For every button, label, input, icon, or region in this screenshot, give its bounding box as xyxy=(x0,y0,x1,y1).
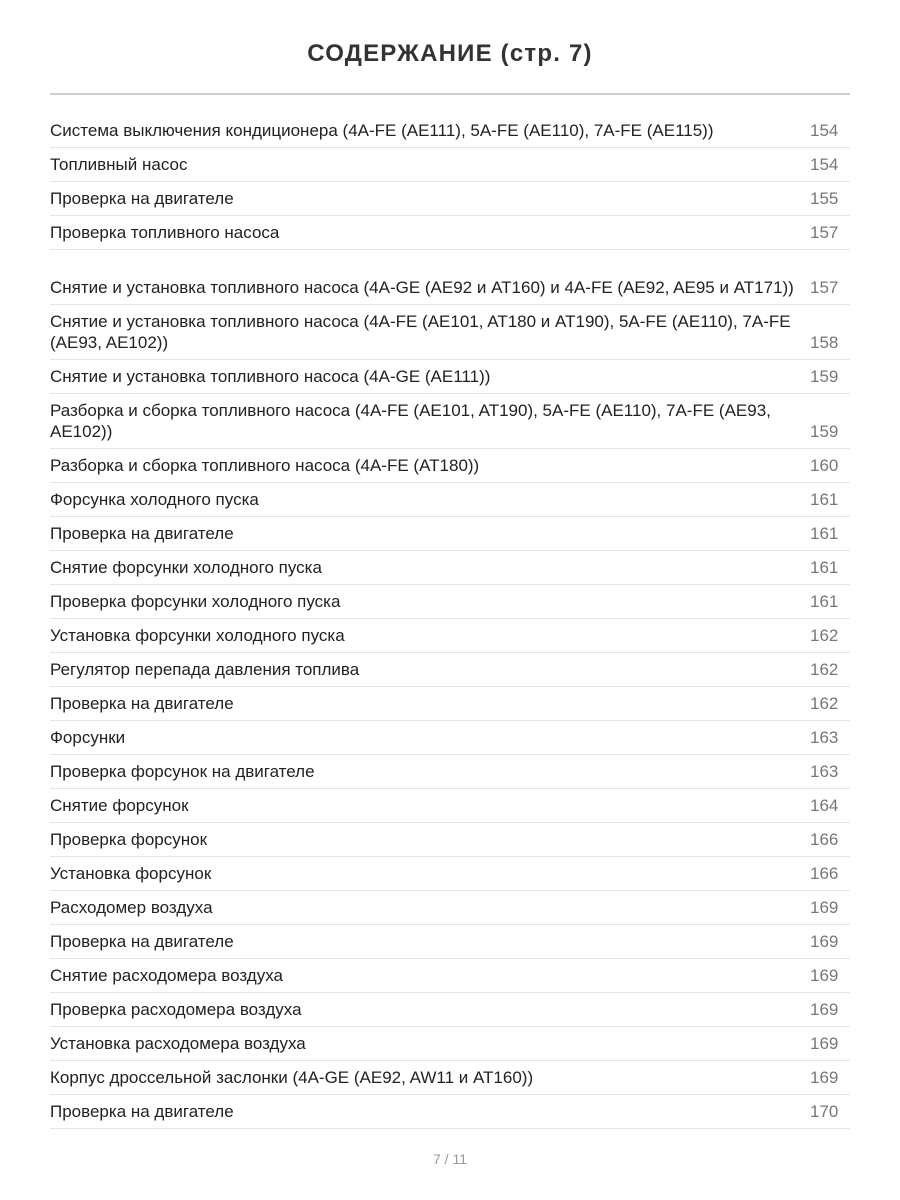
title-divider xyxy=(50,93,850,95)
toc-entry-page: 155 xyxy=(810,189,839,208)
toc-entry-page: 162 xyxy=(810,660,839,679)
toc-entry-title: Проверка на двигателе xyxy=(50,932,234,951)
toc-entry-page: 169 xyxy=(810,966,839,985)
toc-entry[interactable] xyxy=(50,305,850,360)
toc-entry-title: Разборка и сборка топливного насоса (4A-FE (AE101, AT190), 5A-FE (AE110), 7A-FE (AE93, AE102)) xyxy=(50,401,771,441)
toc-entry-title: Форсунки xyxy=(50,728,126,747)
toc-entry-page: 170 xyxy=(810,1102,839,1121)
toc-entry-page: 163 xyxy=(810,728,839,747)
toc-entry-page: 158 xyxy=(810,333,839,352)
toc-entry-title: Снятие форсунки холодного пуска xyxy=(50,558,322,577)
toc-entry-page: 159 xyxy=(810,422,839,441)
toc-entry-page: 162 xyxy=(810,694,839,713)
toc-entry-title: Установка форсунки холодного пуска xyxy=(50,626,345,645)
toc-entry[interactable] xyxy=(50,449,850,483)
toc-entry[interactable] xyxy=(50,585,850,619)
toc-entry-title: Снятие и установка топливного насоса (4A-GE (AE111)) xyxy=(50,367,491,386)
toc-entry-title: Снятие и установка топливного насоса (4A-GE (AE92 и AT160) и 4A-FE (AE92, AE95 и AT171)) xyxy=(50,278,794,297)
toc-entry[interactable] xyxy=(50,687,850,721)
toc-entry-title: Снятие форсунок xyxy=(50,796,189,815)
toc-entry-page: 161 xyxy=(810,558,839,577)
toc-entry-title: Проверка расходомера воздуха xyxy=(50,1000,302,1019)
toc-entry[interactable] xyxy=(50,551,850,585)
toc-entry[interactable] xyxy=(50,789,850,823)
toc-entry-title: Проверка форсунки холодного пуска xyxy=(50,592,341,611)
toc-entry[interactable] xyxy=(50,721,850,755)
toc-entry-page: 161 xyxy=(810,490,839,509)
toc-entry[interactable] xyxy=(50,394,850,449)
toc-entry[interactable] xyxy=(50,993,850,1027)
toc-entry-title: Снятие и установка топливного насоса (4A-FE (AE101, AT180 и AT190), 5A-FE (AE110), 7A-FE (AE93, AE102)) xyxy=(50,312,791,352)
toc-entry-title: Топливный насос xyxy=(50,155,188,174)
toc-entry[interactable] xyxy=(50,857,850,891)
toc-entry-page: 161 xyxy=(810,592,839,611)
toc-entry[interactable] xyxy=(50,1027,850,1061)
toc-entry-title: Проверка на двигателе xyxy=(50,1102,234,1121)
toc-entry[interactable] xyxy=(50,148,850,182)
toc-entry[interactable] xyxy=(50,755,850,789)
toc-entry[interactable] xyxy=(50,1095,850,1129)
toc-entry-page: 157 xyxy=(810,278,839,297)
toc-entry[interactable] xyxy=(50,483,850,517)
toc-entry[interactable] xyxy=(50,925,850,959)
toc-entry-page: 166 xyxy=(810,830,839,849)
toc-entry[interactable] xyxy=(50,823,850,857)
toc-entry-page: 160 xyxy=(810,456,839,475)
toc-entry-title: Установка форсунок xyxy=(50,864,212,883)
toc-entry-page: 154 xyxy=(810,121,839,140)
page-title: СОДЕРЖАНИЕ (стр. 7) xyxy=(307,40,593,67)
toc-entry-page: 169 xyxy=(810,1068,839,1087)
toc-entry-page: 169 xyxy=(810,1034,839,1053)
toc-entry-title: Проверка на двигателе xyxy=(50,694,234,713)
toc-entry[interactable] xyxy=(50,517,850,551)
toc-entry-title: Проверка на двигателе xyxy=(50,189,234,208)
toc-entry-title: Проверка топливного насоса xyxy=(50,223,280,242)
toc-entry-title: Установка расходомера воздуха xyxy=(50,1034,306,1053)
toc-entry-title: Регулятор перепада давления топлива xyxy=(50,660,360,679)
toc-entry[interactable] xyxy=(50,114,850,148)
toc-entry-title: Проверка на двигателе xyxy=(50,524,234,543)
toc-entry-title: Корпус дроссельной заслонки (4A-GE (AE92, AW11 и AT160)) xyxy=(50,1068,534,1087)
toc-entry[interactable] xyxy=(50,891,850,925)
toc-entry-page: 162 xyxy=(810,626,839,645)
toc-entry[interactable] xyxy=(50,1061,850,1095)
toc-entry-title: Снятие расходомера воздуха xyxy=(50,966,283,985)
toc-entry[interactable] xyxy=(50,216,850,250)
toc-entry-page: 159 xyxy=(810,367,839,386)
toc-entry-page: 164 xyxy=(810,796,839,815)
toc-list xyxy=(50,114,850,1129)
toc-entry-title: Расходомер воздуха xyxy=(50,898,213,917)
toc-entry-page: 157 xyxy=(810,223,839,242)
page-indicator: 7 / 11 xyxy=(433,1151,467,1167)
toc-entry-page: 169 xyxy=(810,898,839,917)
toc-entry[interactable] xyxy=(50,619,850,653)
toc-entry-title: Проверка форсунок xyxy=(50,830,208,849)
toc-entry[interactable] xyxy=(50,959,850,993)
toc-entry-page: 154 xyxy=(810,155,839,174)
toc-entry[interactable] xyxy=(50,250,850,305)
toc-entry-page: 163 xyxy=(810,762,839,781)
toc-entry-title: Форсунка холодного пуска xyxy=(50,490,259,509)
toc-entry-title: Проверка форсунок на двигателе xyxy=(50,762,315,781)
toc-entry-title: Система выключения кондиционера (4A-FE (AE111), 5A-FE (AE110), 7A-FE (AE115)) xyxy=(50,121,714,140)
toc-entry[interactable] xyxy=(50,360,850,394)
toc-entry-title: Разборка и сборка топливного насоса (4A-FE (AT180)) xyxy=(50,456,480,475)
toc-entry-page: 166 xyxy=(810,864,839,883)
toc-entry-page: 169 xyxy=(810,1000,839,1019)
toc-entry-page: 161 xyxy=(810,524,839,543)
toc-entry-page: 169 xyxy=(810,932,839,951)
toc-entry[interactable] xyxy=(50,653,850,687)
toc-entry[interactable] xyxy=(50,182,850,216)
